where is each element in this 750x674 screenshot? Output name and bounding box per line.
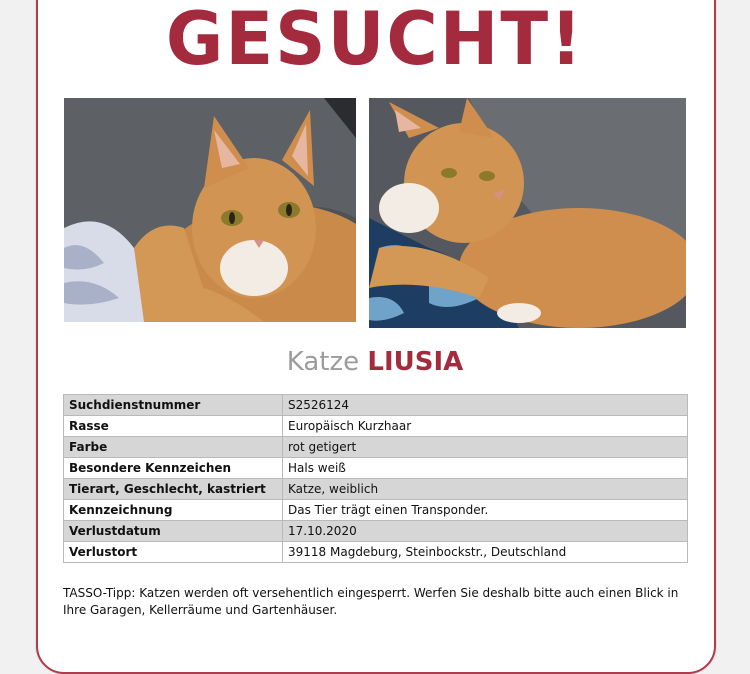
detail-label: Tierart, Geschlecht, kastriert bbox=[64, 479, 283, 500]
table-row bbox=[64, 458, 688, 479]
detail-label: Verlustdatum bbox=[64, 521, 283, 542]
detail-label: Suchdienstnummer bbox=[64, 395, 283, 416]
tasso-tip bbox=[63, 585, 693, 619]
cat-photo-front bbox=[64, 98, 356, 322]
table-row bbox=[64, 521, 688, 542]
table-row bbox=[64, 542, 688, 563]
detail-value: Das Tier trägt einen Transponder. bbox=[283, 500, 688, 521]
pet-species: Katze bbox=[286, 347, 360, 377]
detail-value: Hals weiß bbox=[283, 458, 688, 479]
detail-value: Europäisch Kurzhaar bbox=[283, 416, 688, 437]
detail-label: Farbe bbox=[64, 437, 283, 458]
table-row bbox=[64, 395, 688, 416]
detail-value: 17.10.2020 bbox=[283, 521, 688, 542]
tip-line: TASSO-Tipp: Katzen werden oft versehentlich eingesperrt. Werfen Sie deshalb bitte auch einen Blick in bbox=[63, 586, 679, 600]
detail-label: Besondere Kennzeichen bbox=[64, 458, 283, 479]
table-row bbox=[64, 416, 688, 437]
table-row bbox=[64, 479, 688, 500]
detail-label: Kennzeichnung bbox=[64, 500, 283, 521]
tip-line: Ihre Garagen, Kellerräume und Gartenhäuser. bbox=[63, 603, 338, 617]
detail-value: S2526124 bbox=[283, 395, 688, 416]
detail-value: Katze, weiblich bbox=[283, 479, 688, 500]
detail-label: Rasse bbox=[64, 416, 283, 437]
detail-value: rot getigert bbox=[283, 437, 688, 458]
pet-name: LIUSIA bbox=[367, 347, 464, 377]
cat-photo-side bbox=[369, 98, 686, 328]
table-row bbox=[64, 500, 688, 521]
detail-value: 39118 Magdeburg, Steinbockstr., Deutschland bbox=[283, 542, 688, 563]
detail-label: Verlustort bbox=[64, 542, 283, 563]
pet-title bbox=[0, 342, 750, 382]
poster-headline: GESUCHT! bbox=[165, 0, 585, 83]
pet-details-table bbox=[63, 394, 688, 563]
table-row bbox=[64, 437, 688, 458]
